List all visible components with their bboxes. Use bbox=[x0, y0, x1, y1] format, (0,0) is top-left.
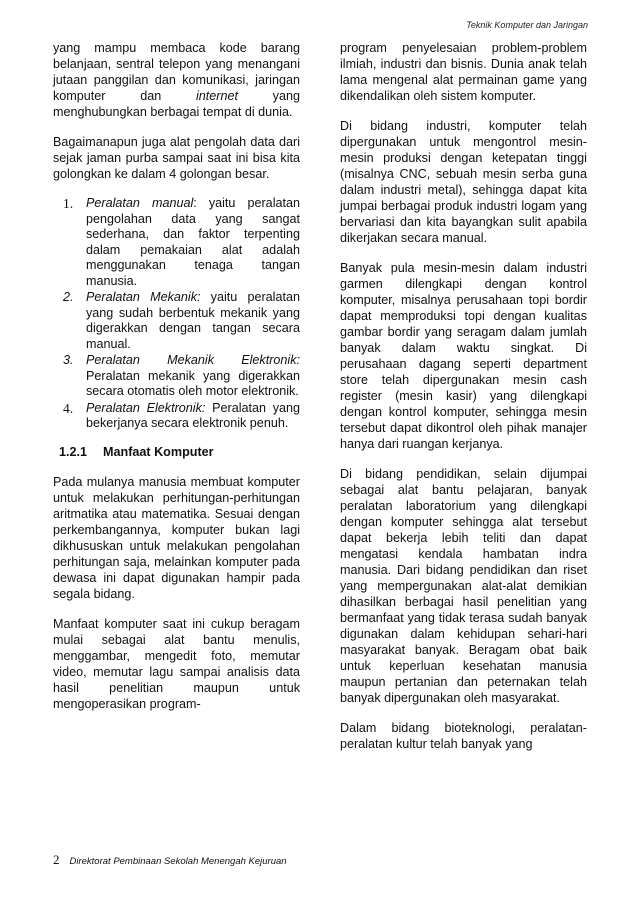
list-number: 1. bbox=[63, 196, 74, 211]
section-number: 1.2.1 bbox=[59, 444, 88, 459]
list-number: 2. bbox=[63, 290, 74, 304]
emphasis: internet bbox=[195, 89, 238, 103]
section-heading bbox=[59, 444, 300, 460]
right-column bbox=[340, 40, 587, 752]
paragraph: Banyak pula mesin-mesin dalam industri garmen dilengkapi dengan kontrol komputer, misalnya perusahaan topi bordir dapat memproduksi topi dengan kualitas gambar bordir yang seragam dalam jumlah banyak dalam waktu singkat. Di perusahaan dagang seperti department store telah dipergunakan mesin cash register (mesin kasir) yang dilengkapi dengan kontrol komputer, sehingga mesin tersebut dapat dikontrol oleh pihak manajer hanya dari ruangan kerjanya. bbox=[340, 261, 587, 451]
paragraph: Di bidang pendidikan, selain dijumpai sebagai alat bantu pelajaran, banyak peralatan laboratorium yang dilengkapi dengan komputer sehingga alat tersebut dapat bekerja lebih teliti dan dapat mengatasi kendala hambatan indra manusia. Dari bidang pendidikan dan riset yang mempergunakan alat-alat demikian dihasilkan berbagai hasil penelitian yang bermanfaat yang tidak terasa sudah banyak digunakan dalam kehidupan sehari-hari masyarakat banyak. Beragam obat baik untuk keperluan kesehatan manusia maupun pertanian dan peternakan telah banyak dipergunakan oleh masyarakat. bbox=[340, 467, 587, 705]
list-number: 4. bbox=[63, 400, 74, 416]
list-item bbox=[53, 401, 300, 432]
paragraph: Di bidang industri, komputer telah dipergunakan untuk mengontrol mesin-mesin produksi dengan ketepatan tinggi (misalnya CNC, sebuah mesin serba guna dalam industri metal), sehingga dapat kita jumpai berbagai produk industri logam yang bervariasi dan kita bayangkan sulit apabila dikerjakan secara manual. bbox=[340, 119, 587, 245]
device-category-list bbox=[53, 196, 300, 432]
list-description: Peralatan yang bekerjanya secara elektronik penuh. bbox=[86, 400, 300, 430]
list-term: Peralatan Mekanik Elektronik: bbox=[86, 353, 300, 367]
paragraph: Pada mulanya manusia membuat komputer untuk melakukan perhitungan-perhitungan aritmatika atau matematika. Sesuai dengan perkembangannya, komputer bukan lagi dikhususkan untuk melakukan pengolahan perhitungan saja, melainkan komputer pada dewasa ini dapat digunakan hampir pada segala bidang. bbox=[53, 474, 300, 601]
left-column bbox=[53, 40, 300, 712]
page-number: 2 bbox=[53, 852, 60, 867]
paragraph: Bagaimanapun juga alat pengolah data dari sejak jaman purba sampai saat ini bisa kita golongkan ke dalam 4 golongan besar. bbox=[53, 135, 300, 181]
list-description: Peralatan mekanik yang digerakkan secara otomatis oleh motor elektronik. bbox=[86, 368, 300, 398]
list-description: yaitu peralatan pengolahan data yang sangat sederhana, dan faktor terpenting dalam pemakaian alat adalah menggunakan tenaga tangan manusia. bbox=[86, 196, 301, 288]
list-item: 1. Peralatan manual: yaitu peralatan pengolahan data yang sangat sederhana, dan faktor terpenting dalam pemakaian alat adalah menggunakan tenaga tangan manusia. bbox=[63, 196, 301, 288]
paragraph: Dalam bidang bioteknologi, peralatan-peralatan kultur telah banyak yang bbox=[340, 721, 587, 751]
list-term: Peralatan Elektronik: bbox=[86, 400, 206, 415]
list-item bbox=[53, 290, 300, 352]
section-title: Manfaat Komputer bbox=[103, 444, 214, 459]
list-description: yaitu peralatan yang sudah berbentuk mekanik yang digerakkan dengan tangan secara manual. bbox=[86, 290, 300, 351]
page-footer bbox=[53, 852, 287, 868]
running-header: Teknik Komputer dan Jaringan bbox=[466, 20, 588, 30]
paragraph: yang mampu membaca kode barang belanjaan, sentral telepon yang menangani jutaan panggilan dan komunikasi, jaringan komputer dan internet yang menghubungkan berbagai tempat di dunia. bbox=[53, 41, 300, 119]
paragraph: Manfaat komputer saat ini cukup beragam mulai sebagai alat bantu menulis, menggambar, mengedit foto, memutar video, memutar lagu sampai analisis data hasil penelitian maupun untuk mengoperasikan program- bbox=[53, 616, 300, 711]
list-term: Peralatan manual bbox=[86, 196, 194, 210]
list-term: Peralatan Mekanik: bbox=[86, 290, 201, 304]
footer-text: Direktorat Pembinaan Sekolah Menengah Kejuruan bbox=[69, 856, 287, 867]
list-number: 3. bbox=[63, 353, 74, 367]
paragraph: program penyelesaian problem-problem ilmiah, industri dan bisnis. Dunia anak telah lama mengenal alat permainan game yang dikendalikan oleh sistem komputer. bbox=[340, 41, 587, 103]
list-item bbox=[53, 353, 300, 400]
